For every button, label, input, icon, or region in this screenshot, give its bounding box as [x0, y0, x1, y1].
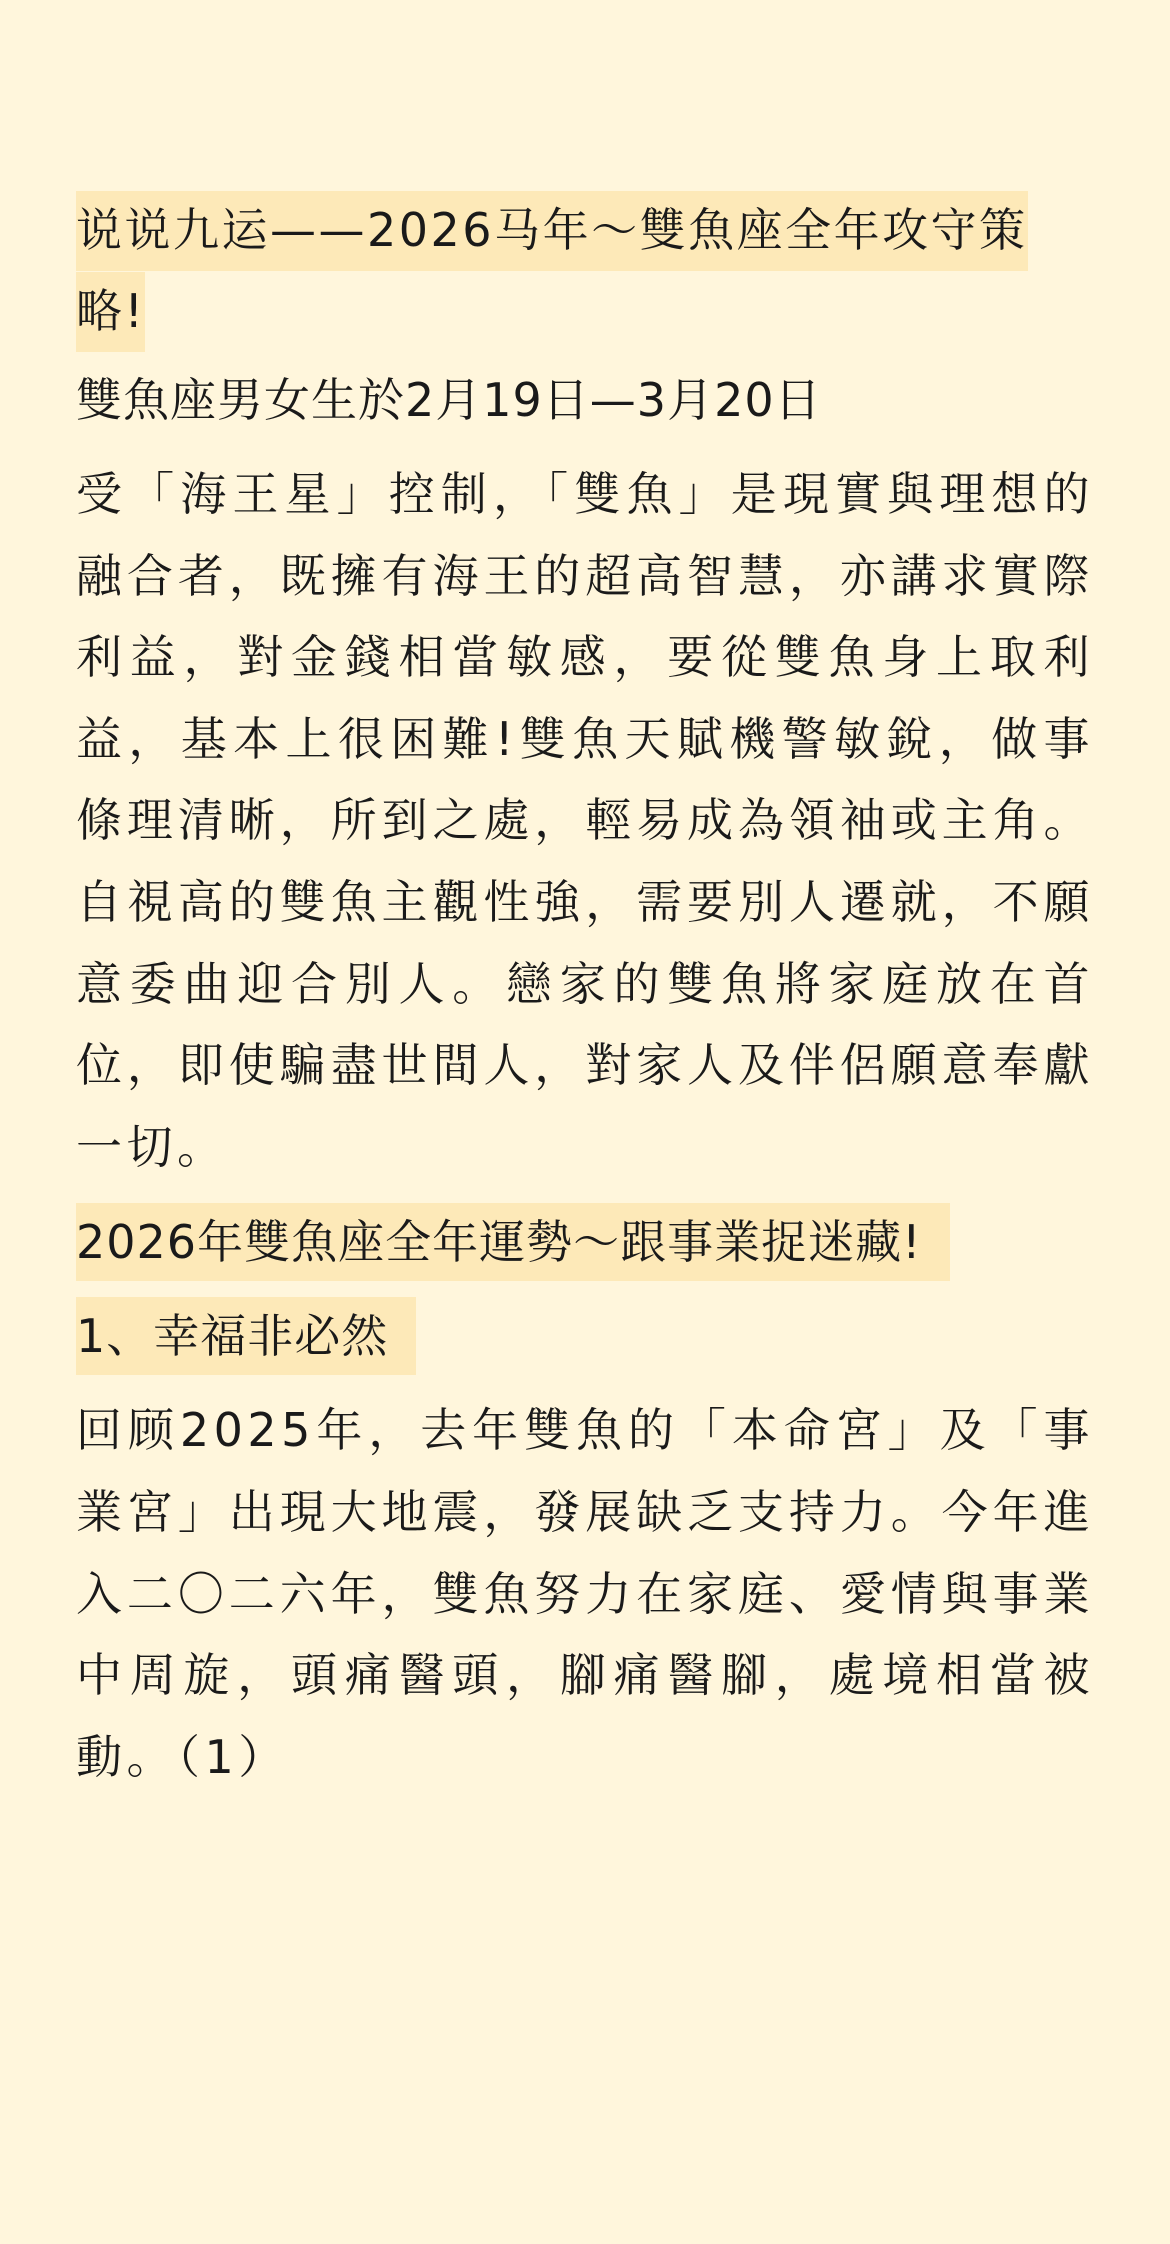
date-range-line: 雙魚座男女生於2月19日—3月20日 — [76, 373, 822, 427]
body-paragraph: 回顾2025年，去年雙魚的「本命宮」及「事業宮」出現大地震，發展缺乏支持力。今年進入二〇二六年，雙魚努力在家庭、愛情與事業中周旋，頭痛醫頭，腳痛醫腳，處境相當被動。（1） — [76, 1403, 1094, 1784]
section-heading-text: 2026年雙魚座全年運勢～跟事業捉迷藏! — [76, 1203, 950, 1281]
intro-paragraph: 受「海王星」控制，「雙魚」是現實與理想的融合者，既擁有海王的超高智慧，亦講求實際利益，對金錢相當敏感，要從雙魚身上取利益，基本上很困難!雙魚天賦機警敏銳，做事條理清晰，所到之處，輕易成為領袖或主角。自視高的雙魚主觀性強，需要別人遷就，不願意委曲迎合別人。戀家的雙魚將家庭放在首位，即使騙盡世間人，對家人及伴侶願意奉獻一切。 — [76, 467, 1094, 1174]
subsection-heading-text: 1、幸福非必然 — [76, 1297, 416, 1375]
section-heading — [76, 1202, 1094, 1282]
subsection-heading — [76, 1296, 1094, 1376]
article-title — [76, 190, 1094, 352]
article-title-text: 说说九运——2026马年～雙魚座全年攻守策略! — [76, 191, 1028, 352]
